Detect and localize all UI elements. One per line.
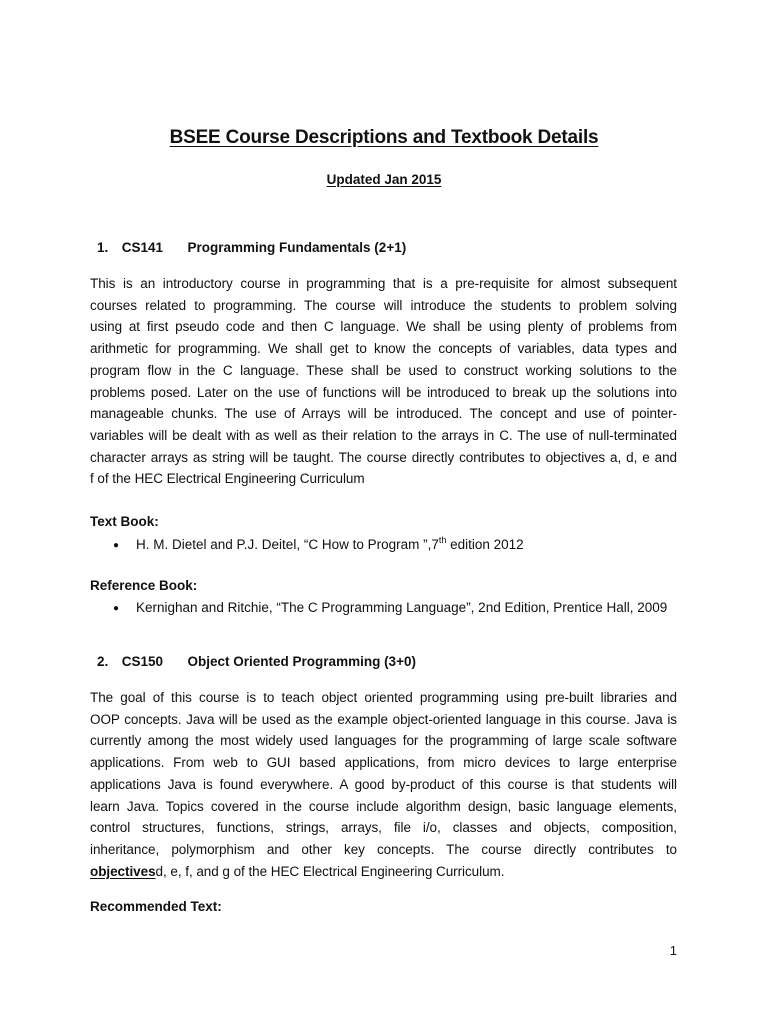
recommended-text-label: Recommended Text: <box>90 899 222 914</box>
document-title: BSEE Course Descriptions and Textbook Details <box>169 127 599 148</box>
course-number: 2. <box>97 654 109 669</box>
textbook-edition: edition 2012 <box>446 537 524 552</box>
course-number: 1. <box>97 240 109 255</box>
textbook-superscript: th <box>438 535 447 545</box>
description-line: applications Java is found everywhere. A good by-product of this course is that students will <box>90 776 677 792</box>
course-name: Object Oriented Programming (3+0) <box>187 654 416 669</box>
objectives-emphasis: objectives <box>90 863 156 879</box>
course-description-cs141 <box>90 273 677 490</box>
bullet-icon: ● <box>113 540 120 551</box>
textbook-text: H. M. Dietel and P.J. Deitel, “C How to Program ”,7 <box>136 537 439 552</box>
course-code: CS141 <box>121 240 164 255</box>
document-subtitle: Updated Jan 2015 <box>326 172 442 187</box>
reference-item <box>113 600 667 615</box>
description-line: using at first pseudo code and then C language. We shall be using plenty of problems from <box>90 319 677 335</box>
course-description-cs150 <box>90 687 677 882</box>
course-name: Programming Fundamentals (2+1) <box>187 240 407 255</box>
description-line: manageable chunks. The use of Arrays will be introduced. The concept and use of pointer- <box>90 406 677 422</box>
description-line: applications. From web to GUI based applications, from micro devices to large enterprise <box>90 755 677 771</box>
textbook-item <box>113 537 524 552</box>
description-line: courses related to programming. The course will introduce the students to problem solving <box>90 297 677 313</box>
description-line: This is an introductory course in programming that is a pre-requisite for almost subsequent <box>90 276 677 291</box>
reference-label: Reference Book: <box>90 578 198 593</box>
description-line: OOP concepts. Java will be used as the example object-oriented language in this course. Java is <box>90 711 677 727</box>
reference-text: Kernighan and Ritchie, “The C Programming Language”, 2nd Edition, Prentice Hall, 2009 <box>136 600 668 615</box>
course-heading-cs150 <box>97 654 416 669</box>
textbook-label: Text Book: <box>90 514 159 529</box>
description-line: program flow in the C language. These shall be used to construct working solutions to the <box>90 362 677 378</box>
description-line: currently among the most widely used languages for the programming of large scale software <box>90 733 677 749</box>
bullet-icon: ● <box>113 603 120 614</box>
page-number: 1 <box>669 943 677 958</box>
description-line: learn Java. Topics covered in the course include algorithm design, basic language elements, <box>90 798 677 814</box>
description-line: variables will be dealt with as well as their relation to the arrays in C. The use of null-terminated <box>90 427 677 443</box>
description-line: arithmetic for programming. We shall get to know the concepts of variables, data types and <box>90 341 677 357</box>
description-line: inheritance, polymorphism and other key concepts. The course directly contributes to <box>90 841 677 857</box>
description-line: problems posed. Later on the use of functions will be introduced to break up the solutions into <box>90 384 677 400</box>
description-line: character arrays as string will be taught. The course directly contributes to objectives a, d, e and <box>90 449 677 465</box>
description-line-rest: d, e, f, and g of the HEC Electrical Engineering Curriculum. <box>155 863 505 879</box>
course-code: CS150 <box>121 654 164 669</box>
description-line: The goal of this course is to teach object oriented programming using pre-built libraries and <box>90 690 677 705</box>
description-line: control structures, functions, strings, arrays, file i/o, classes and objects, composition, <box>90 820 677 836</box>
description-line: f of the HEC Electrical Engineering Curriculum <box>90 471 365 487</box>
description-line-final <box>90 861 677 883</box>
course-heading-cs141 <box>97 240 406 255</box>
